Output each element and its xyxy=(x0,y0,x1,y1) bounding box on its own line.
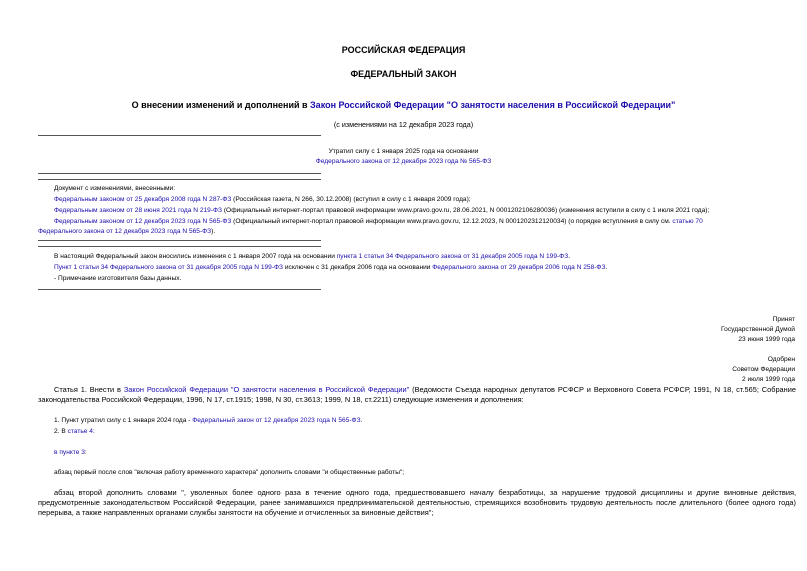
db-note-link[interactable]: пункта 1 статьи 34 Федерального закона от 31 декабря 2005 года N 199-ФЗ xyxy=(336,253,569,260)
approved-by: Советом Федерации xyxy=(732,366,795,373)
accepted-label: Принят xyxy=(772,316,795,323)
db-note-link[interactable]: Пункт 1 статьи 34 Федерального закона от 31 декабря 2005 года N 199-ФЗ xyxy=(54,264,284,271)
law-type-heading: ФЕДЕРАЛЬНЫЙ ЗАКОН xyxy=(350,69,457,79)
db-note-end: . xyxy=(568,253,571,260)
country-heading: РОССИЙСКАЯ ФЕДЕРАЦИЯ xyxy=(341,45,466,55)
point-link[interactable]: статье 4 xyxy=(67,428,93,435)
amendment-point-2 xyxy=(54,427,95,437)
change-item-continued xyxy=(38,227,215,237)
change-item xyxy=(54,217,703,227)
article-1 xyxy=(38,385,796,405)
change-item-text: (Официальный интернет-портал правовой информации www.pravo.gov.ru, 12.12.2023, N 0001202312120034) (о порядке вступления в силу см. xyxy=(231,218,671,225)
change-item-link[interactable]: Федеральным законом от 25 декабря 2008 года N 287-ФЗ xyxy=(54,196,232,203)
change-item-article-link[interactable]: статью 70 xyxy=(672,218,703,225)
accepted-by: Государственной Думой xyxy=(721,326,795,333)
document-title xyxy=(0,100,807,111)
change-item-link[interactable]: Федеральным законом от 28 июня 2021 года N 219-ФЗ xyxy=(54,207,223,214)
article-1-text: (Ведомости Съезда народных депутатов РСФСР и Верховного Совета РСФСР, 1991, N 18, ст.565; Собрание законодательства Российской Федерации, 1996, N 17, ст.1915; 1998, N 30, ст.3613; 1999, N 18, ст.2211) следующие изменения и дополнения: xyxy=(38,385,796,405)
paragraph-second-amendment: абзац второй дополнить словами ", уволенных более одного раза в течение одного года, предшествовавшего началу безработицы, за нарушение трудовой дисциплины и другие виновные действия, предусмотренные законодательством Российской Федерации, ранее занимавшихся предпринимательской деятельностью, стремящихся возобновить трудовую деятельность после длительного (более одного года) перерыва, а также направленных органами службы занятости на обучение и отчисленных за виновные действия"; xyxy=(38,488,796,518)
db-note-text: В настоящий Федеральный закон вносились изменения с 1 января 2007 года на основании xyxy=(54,253,337,260)
article-1-law-link[interactable]: Закон Российской Федерации "О занятости населения в Российской Федерации" xyxy=(123,385,410,394)
accepted-date: 23 июня 1999 года xyxy=(738,336,795,343)
divider xyxy=(38,289,321,290)
void-notice-link[interactable]: Федерального закона от 12 декабря 2023 года № 565-ФЗ xyxy=(315,158,492,165)
change-item-link[interactable]: Федерального закона от 12 декабря 2023 года N 565-ФЗ xyxy=(38,228,212,235)
db-note-text: исключен с 31 декабря 2006 года на основании xyxy=(283,264,433,271)
db-note xyxy=(54,252,570,262)
change-item-text: (Российская газета, N 266, 30.12.2008) (вступил в силу с 1 января 2009 года); xyxy=(231,196,471,203)
clause-link[interactable]: в пункте 3 xyxy=(54,449,85,456)
changes-heading: Документ с изменениями, внесенными: xyxy=(54,185,176,192)
paragraph-first-amendment: абзац первый после слов "включая работу временного характера" дополнить словами "и общественные работы"; xyxy=(54,469,405,476)
divider xyxy=(38,173,321,174)
clause-reference xyxy=(54,448,87,458)
change-item-link[interactable]: Федеральным законом от 12 декабря 2023 года N 565-ФЗ xyxy=(54,218,232,225)
point-end: : xyxy=(92,428,95,435)
approved-label: Одобрен xyxy=(767,356,795,363)
change-item-text: ). xyxy=(211,228,216,235)
divider xyxy=(38,135,321,136)
divider xyxy=(38,179,321,180)
change-item xyxy=(54,195,471,205)
article-1-prefix: Статья 1. Внести в xyxy=(54,385,124,394)
db-note-end: . xyxy=(605,264,608,271)
change-item-text: (Официальный интернет-портал правовой информации www.pravo.gov.ru, 28.06.2021, N 0001202106280036) (изменения вступили в силу с 1 июля 2021 года); xyxy=(222,207,710,214)
db-note-link[interactable]: Федерального закона от 29 декабря 2006 года N 258-ФЗ xyxy=(432,264,606,271)
point-text: 2. В xyxy=(54,428,68,435)
point-text: 1. Пункт утратил силу с 1 января 2024 года - xyxy=(54,417,193,424)
divider xyxy=(38,240,321,241)
void-notice-line: Утратил силу с 1 января 2025 года на основании xyxy=(328,148,479,155)
db-note xyxy=(54,263,607,273)
amendment-point-1 xyxy=(54,416,362,426)
title-law-link[interactable]: Закон Российской Федерации "О занятости населения в Российской Федерации" xyxy=(310,100,676,110)
clause-end: : xyxy=(84,449,87,456)
point-link[interactable]: Федеральный закон от 12 декабря 2023 года N 565-ФЗ xyxy=(192,417,361,424)
point-end: . xyxy=(360,417,363,424)
divider xyxy=(38,246,321,247)
amendment-note: (с изменениями на 12 декабря 2023 года) xyxy=(333,120,474,129)
title-prefix: О внесении изменений и дополнений в xyxy=(131,100,311,110)
approved-date: 2 июля 1999 года xyxy=(741,376,795,383)
db-note-producer: - Примечание изготовителя базы данных. xyxy=(54,275,182,282)
change-item xyxy=(54,206,709,216)
